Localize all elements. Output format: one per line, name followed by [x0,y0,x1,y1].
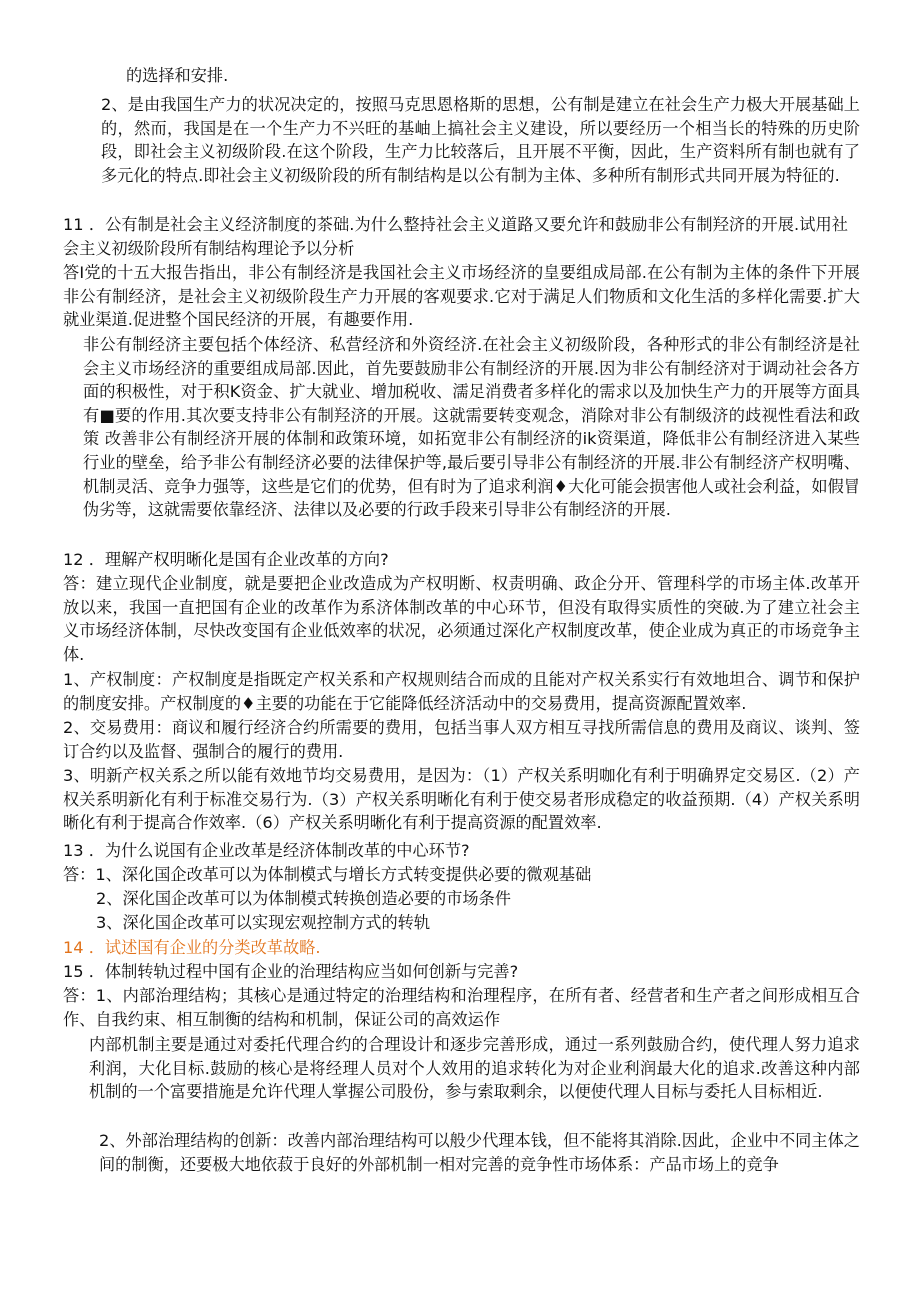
answer-15-body: 内部机制主要是通过对委托代理合约的合理设计和逐步完善形成，通过一系列鼓励合约，使代理人努力追求利润，大化目标.鼓励的核心是将经理人员对个人效用的追求转化为对企业利润最大化的追求.改善这种内部机制的一个富要措施是允许代理人掌握公司股份，参与索取剩余，以便使代理人目标与委托人目标相近. [89,1035,860,1102]
question-15: 15 ．体制转轨过程中国有企业的治理结构应当如何创新与完善? [63,962,519,981]
answer-11-body: 非公有制经济主要包括个体经济、私营经济和外资经济.在社会主义初级阶段，各种形式的非公有制经济是社会主义市场经济的重要组成局部.因此，首先要鼓励非公有制经济的开展.因为非公有制经济对于调动社会各方面的积极性，对于积K资金、扩大就业、增加税收、濡足消费者多样化的需求以及加快生产力的开展等方面具有■要的作用.其次要支持非公有制羟济的开展。这就需要转变观念，消除对非公有制级济的歧视性看法和政策 改善非公有制经济开展的体制和政策环境，如拓宽非公有制经济的ik资渠道，降低非公有制经济进入某些行业的壁垒，给予非公有制经济必要的法律保护等,最后要引导非公有制经济的开展.非公有制经济产权明嘴、机制灵活、竞争力强等，这些是它们的优势，但有时为了追求利润♦大化可能会损害他人或社会利益，如假冒伪劣等，这就需要依靠经济、法律以及必要的行政手段来引导非公有制经济的开展. [83,335,860,520]
question-13: 13 ．为什么说国有企业改革是经济体制改革的中心环节? [63,841,470,860]
paragraph-continuation: 的选择和安排. [126,66,229,85]
answer-12-point-1: 1、产权制度：产权制度是指既定产权关系和产权规则结合而成的且能对产权关系实行有效地坦合、调节和保护的制度安排。产权制度的♦主要的功能在于它能降低经济活动中的交易费用，提高资源配置效率. [63,670,860,713]
question-12: 12 ．理解产权明晰化是国有企业改革的方向? [63,550,389,569]
paragraph-point-2: 2、是由我国生产力的状况决定的，按照马克思恩格斯的思想，公有制是建立在社会生产力极大开展基础上的，然而，我国是在一个生产力不兴旺的基岫上搞社会主义建设，所以要经历一个相当长的特殊的历史阶段，即社会主义初级阶段.在这个阶段，生产力比较落后，且开展不平衡，因此，生产资料所有制也就有了多元化的特点.即社会主义初级阶段的所有制结构是以公有制为主体、多种所有制形式共同开展为特征的. [101,95,860,185]
answer-12-point-2: 2、交易费用：商议和履行经济合约所需要的费用，包括当事人双方相互寻找所需信息的费用及商议、谈判、签订合约以及监督、强制合的履行的费用. [63,718,860,761]
answer-12-point-3: 3、明新产权关系之所以能有效地节均交易费用，是因为：（1）产权关系明咖化有利于明确界定交易区.（2）产权关系明新化有利于标准交易行为.（3）产权关系明晰化有利于使交易者形成稳定的收益预期.（4）产权关系明晰化有利于提高合作效率.（6）产权关系明晰化有利于提高资源的配置效率. [63,766,860,833]
answer-13-point-1: 答：1、深化国企改革可以为体制模式与增长方式转变提供必要的微观基础 [63,865,592,884]
answer-15-point-1: 答：1、内部治理结构；其核心是通过特定的治理结构和治理程序，在所有者、经营者和生产者之间形成相互合作、自我约束、相互制衡的结构和机制，保证公司的高效运作 [63,986,860,1029]
answer-13-point-3: 3、深化国企改革可以实现宏观控制方式的转轨 [96,913,431,932]
answer-12: 答：建立现代企业制度，就是要把企业改造成为产权明断、权责明确、政企分开、管理科学的市场主体.改革开放以来，我国一直把国有企业的改革作为系济体制改革的中心环节，但没有取得实质性的突破.为了建立社会主义市场经济体制，尽快改变国有企业低效率的状况，必须通过深化产权制度改革，使企业成为真正的市场竞争主体. [63,574,860,664]
question-14: 14 ．试述国有企业的分类改革故略. [63,938,321,957]
question-11: 11 ．公有制是社会主义经济制度的茶础.为什么整持社会主义道路又要允许和鼓励非公有制羟济的开展.试用社会主义初级阶段所有制结构理论予以分析 [63,215,848,258]
answer-15-point-2: 2、外部治理结构的创新：改善内部治理结构可以般少代理本钱，但不能将其消除.因此，企业中不同主体之间的制衡，还要极大地依菽于良好的外部机制一相对完善的竞争性市场体系：产品市场上的竞争 [99,1131,860,1174]
answer-11: 答I党的十五大报告指出，非公有制经济是我国社会主义市场经济的皇要组成局部.在公有制为主体的条件下开展非公有制经济，是社会主义初级阶段生产力开展的客观要求.它对于满足人们物质和文化生活的多样化需要.扩大就业渠道.促进整个国民经济的开展，有趣要作用. [63,263,860,330]
answer-13-point-2: 2、深化国企改革可以为体制模式转换创造必要的市场条件 [96,889,511,908]
